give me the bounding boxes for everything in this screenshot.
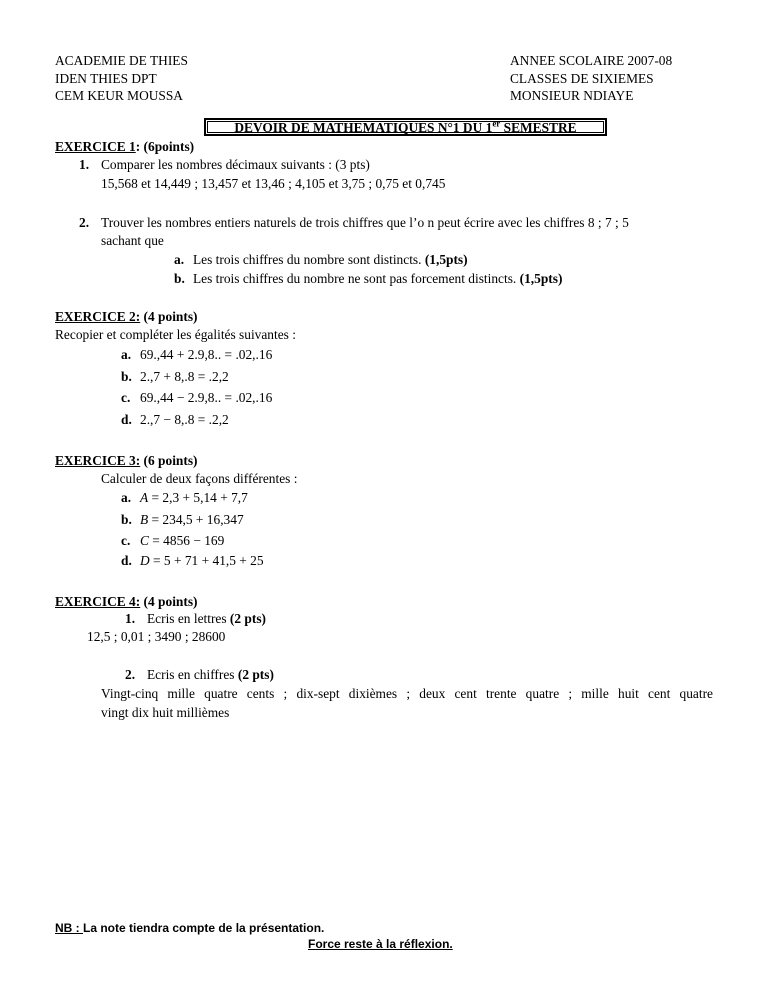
ex2-item-b-expr: 2.,7 + 8,.8 = .2,2 <box>140 369 229 384</box>
iden-line: IDEN THIES DPT <box>55 70 157 86</box>
ex2-intro: Recopier et compléter les égalités suivantes : <box>55 327 296 342</box>
ex3-item-c-letter: c. <box>121 533 131 548</box>
ex3-item-b-var: B <box>140 512 149 527</box>
ex4-q2-points: (2 pts) <box>237 667 274 682</box>
ex1-q1 <box>79 156 370 174</box>
title-end: SEMESTRE <box>500 120 577 135</box>
header-left <box>55 52 188 105</box>
ex4-q2-line2: vingt dix huit millièmes <box>101 705 230 720</box>
ex3-item-c <box>121 532 224 550</box>
ex1-q2-text-cont: sachant que <box>101 233 164 248</box>
ex2-item-a <box>121 346 272 364</box>
ex1-heading <box>55 138 194 156</box>
ex3-item-a-letter: a. <box>121 490 132 505</box>
ex4-q1-text: Ecris en lettres <box>147 611 230 626</box>
ex3-item-b <box>121 511 244 529</box>
ex2-points: (4 points) <box>140 309 198 324</box>
ex1-q2b-text: Les trois chiffres du nombre ne sont pas forcement distincts. <box>193 271 520 286</box>
ex4-q2-number: 2. <box>125 667 136 682</box>
ex2-item-a-expr: 69.,44 + 2.9,8.. = .02,.16 <box>140 347 273 362</box>
ex2-item-d-expr: 2.,7 − 8,.8 = .2,2 <box>140 412 229 427</box>
nb-text: La note tiendra compte de la présentation. <box>83 921 325 935</box>
ex4-label: EXERCICE 4: <box>55 594 141 609</box>
ex2-item-b <box>121 368 229 386</box>
ex1-q2-number: 2. <box>79 215 90 230</box>
ex1-q2a-text: Les trois chiffres du nombre sont distincts. <box>193 252 425 267</box>
ex1-q2a-points: (1,5pts) <box>424 252 468 267</box>
ex3-item-c-expr: = 4856 − 169 <box>148 533 225 548</box>
footer-nb <box>55 921 324 937</box>
ex1-q2a <box>174 251 468 269</box>
ex3-item-b-expr: = 234,5 + 16,347 <box>148 512 244 527</box>
ex1-q2a-letter: a. <box>174 252 185 267</box>
ex3-item-b-letter: b. <box>121 512 132 527</box>
exam-title <box>204 118 607 136</box>
ex2-label: EXERCICE 2: <box>55 309 141 324</box>
ex1-label: EXERCICE 1 <box>55 139 136 154</box>
school-line: CEM KEUR MOUSSA <box>55 88 183 103</box>
ex3-intro: Calculer de deux façons différentes : <box>101 471 298 486</box>
ex4-points: (4 points) <box>140 594 198 609</box>
ex2-item-d <box>121 411 229 429</box>
ex1-points: : (6points) <box>135 139 195 154</box>
ex4-heading <box>55 593 198 611</box>
ex1-q2b-points: (1,5pts) <box>519 271 563 286</box>
ex3-item-c-var: C <box>140 533 149 548</box>
ex2-item-c-letter: c. <box>121 390 131 405</box>
ex1-q2-text: Trouver les nombres entiers naturels de trois chiffres que l’o n peut écrire avec les chiffres 8 ; 7 ; 5 <box>101 215 629 230</box>
academy-line: ACADEMIE DE THIES <box>55 53 188 68</box>
ex1-q2 <box>79 214 629 232</box>
ex1-q1-number: 1. <box>79 157 90 172</box>
ex3-item-d-letter: d. <box>121 553 132 568</box>
ex1-q2b <box>174 270 562 288</box>
ex4-q1-values: 12,5 ; 0,01 ; 3490 ; 28600 <box>87 629 226 644</box>
ex3-points: (6 points) <box>140 453 198 468</box>
ex4-q2 <box>125 666 274 684</box>
teacher-line: MONSIEUR NDIAYE <box>510 88 634 103</box>
ex3-label: EXERCICE 3: <box>55 453 141 468</box>
ex3-item-d-var: D <box>140 553 150 568</box>
title-sup: er <box>492 118 501 129</box>
ex2-item-a-letter: a. <box>121 347 132 362</box>
ex1-q1-values: 15,568 et 14,449 ; 13,457 et 13,46 ; 4,105 et 3,75 ; 0,75 et 0,745 <box>101 176 446 191</box>
school-year-line: ANNEE SCOLAIRE 2007-08 <box>510 53 673 68</box>
ex2-item-c-expr: 69.,44 − 2.9,8.. = .02,.16 <box>140 390 273 405</box>
ex1-q1-text: Comparer les nombres décimaux suivants : (3 pts) <box>101 157 370 172</box>
footer-motto: Force reste à la réflexion. <box>308 937 453 951</box>
ex3-item-d-expr: = 5 + 71 + 41,5 + 25 <box>149 553 264 568</box>
ex1-q2b-letter: b. <box>174 271 185 286</box>
ex2-heading <box>55 308 198 326</box>
ex4-q2-text: Ecris en chiffres <box>147 667 238 682</box>
ex4-q2-line1: Vingt-cinq mille quatre cents ; dix-sept dixièmes ; deux cent trente quatre ; mille huit cent quatre <box>101 686 713 701</box>
ex4-q1-points: (2 pts) <box>229 611 267 626</box>
ex2-item-d-letter: d. <box>121 412 132 427</box>
ex2-item-b-letter: b. <box>121 369 132 384</box>
ex3-item-d <box>121 552 264 570</box>
ex2-item-c <box>121 389 272 407</box>
ex3-item-a <box>121 489 248 507</box>
header-right <box>510 52 672 105</box>
ex4-q1-number: 1. <box>125 611 136 626</box>
classes-line: CLASSES DE SIXIEMES <box>510 70 654 86</box>
ex3-item-a-var: A <box>140 490 149 505</box>
ex3-item-a-expr: = 2,3 + 5,14 + 7,7 <box>148 490 248 505</box>
ex4-q1 <box>125 610 266 628</box>
nb-label: NB : <box>55 921 83 935</box>
title-main: DEVOIR DE MATHEMATIQUES N°1 DU 1 <box>234 120 493 135</box>
ex3-heading <box>55 452 198 470</box>
